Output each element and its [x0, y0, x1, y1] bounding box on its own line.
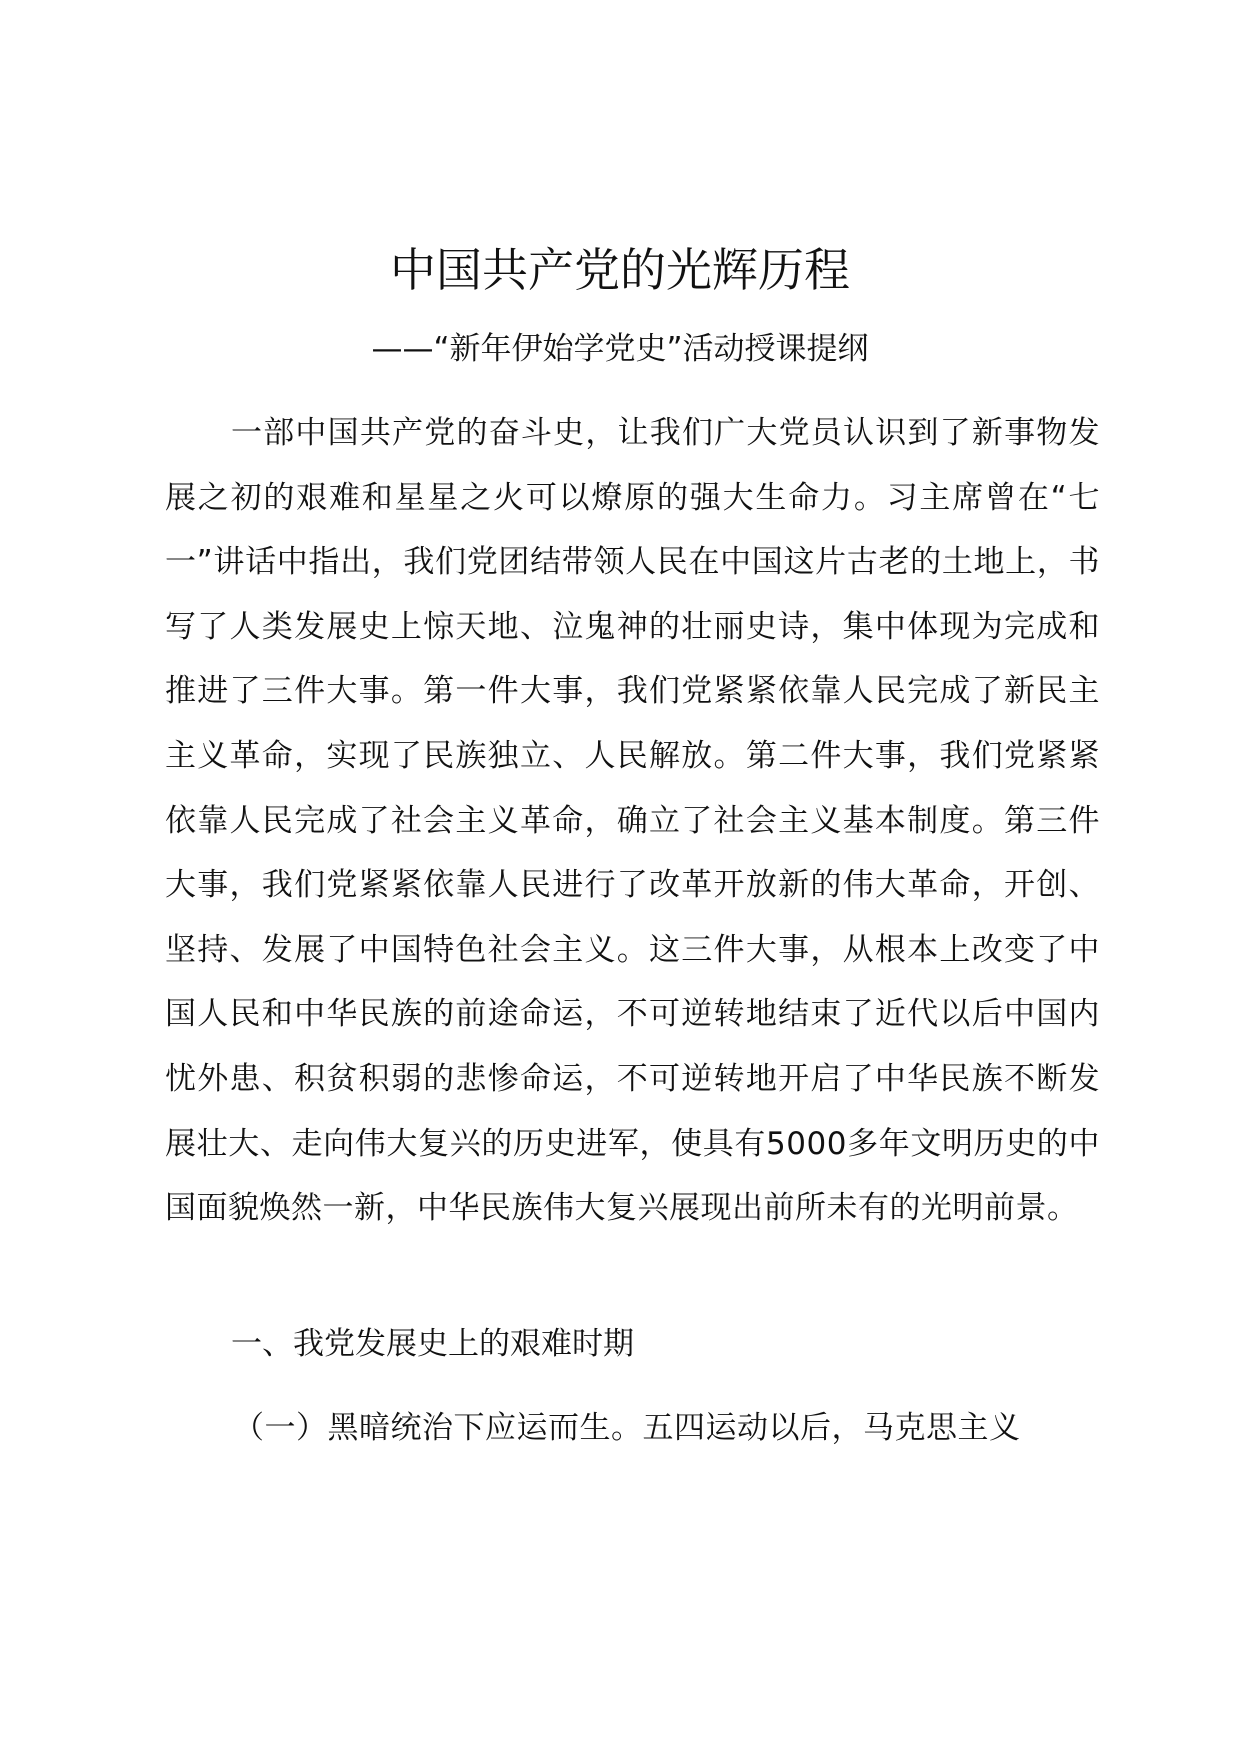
subsection-paragraph: （一）黑暗统治下应运而生。五四运动以后，马克思主义	[233, 1410, 1021, 1446]
document-title: 中国共产党的光辉历程	[390, 243, 850, 297]
section-heading: 一、我党发展史上的艰难时期	[231, 1326, 634, 1362]
intro-paragraph: 一部中国共产党的奋斗史，让我们广大党员认识到了新事物发展之初的艰难和星星之火可以燎原的强大生命力。习主席曾在“七一”讲话中指出，我们党团结带领人民在中国这片古老的土地上，书写了人类发展史上惊天地、泣鬼神的壮丽史诗，集中体现为完成和推进了三件大事。第一件大事，我们党紧紧依靠人民完成了新民主主义革命，实现了民族独立、人民解放。第二件大事，我们党紧紧依靠人民完成了社会主义革命，确立了社会主义基本制度。第三件大事，我们党紧紧依靠人民进行了改革开放新的伟大革命，开创、坚持、发展了中国特色社会主义。这三件大事，从根本上改变了中国人民和中华民族的前途命运，不可逆转地结束了近代以后中国内忧外患、积贫积弱的悲惨命运，不可逆转地开启了中华民族不断发展壮大、走向伟大复兴的历史进军，使具有5000多年文明历史的中国面貌焕然一新，中华民族伟大复兴展现出前所未有的光明前景。	[165, 415, 1100, 1227]
document-subtitle: ——“新年伊始学党史”活动授课提纲	[371, 331, 869, 367]
